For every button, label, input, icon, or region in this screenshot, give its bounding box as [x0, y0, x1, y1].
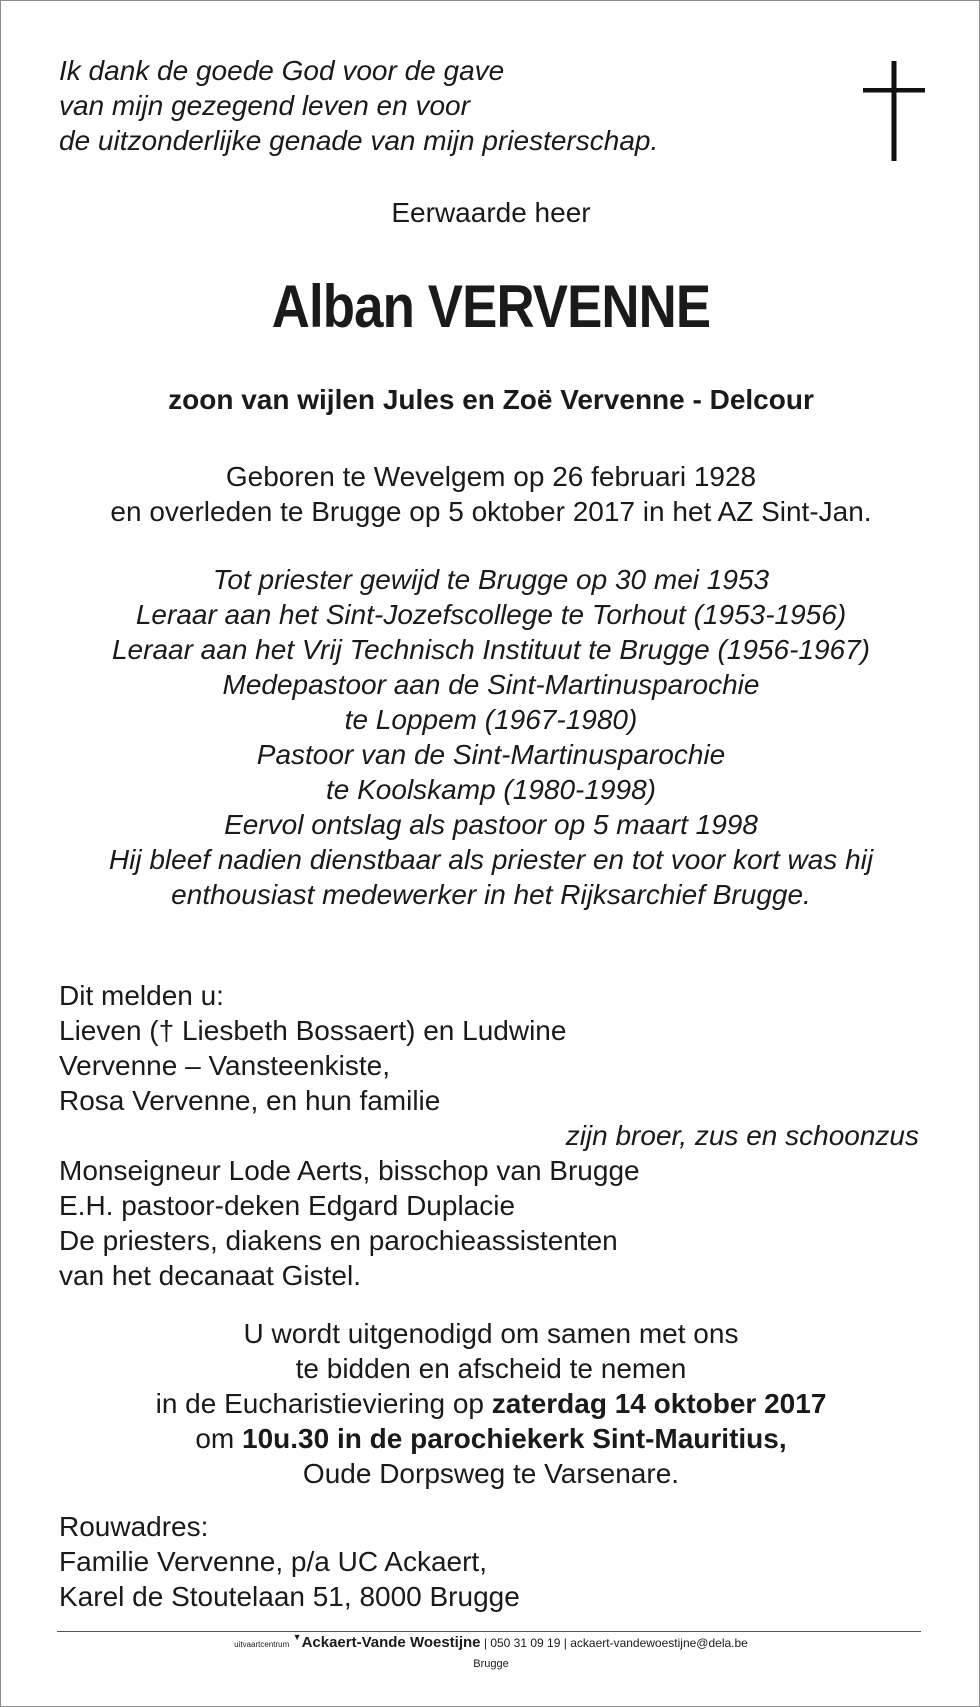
- career-line: enthousiast medewerker in het Rijksarchief Brugge.: [171, 879, 811, 910]
- birth-line: Geboren te Wevelgem op 26 februari 1928: [225, 461, 757, 492]
- footer-phone: 050 31 09 19: [490, 1636, 561, 1650]
- invitation-text: in de Eucharistieviering op: [155, 1388, 492, 1419]
- announcer-line: E.H. pastoor-deken Edgard Duplacie: [59, 1190, 516, 1221]
- quote-line: de uitzonderlijke genade van mijn priesterschap.: [59, 125, 659, 156]
- announcers: [59, 978, 919, 1293]
- footer-divider: [57, 1631, 921, 1632]
- funeral-home-footer: [1, 1633, 980, 1673]
- quote: [59, 53, 658, 158]
- quote-line: Ik dank de goede God voor de gave: [59, 55, 505, 86]
- birth-death-info: [1, 459, 980, 529]
- career-line: te Koolskamp (1980-1998): [326, 774, 656, 805]
- footer-separator: |: [563, 1636, 567, 1650]
- address-line: Familie Vervenne, p/a UC Ackaert,: [59, 1546, 487, 1577]
- address-line: Rouwadres:: [59, 1511, 209, 1542]
- family-line: Vervenne – Vansteenkiste,: [59, 1050, 391, 1081]
- footer-main-line: [1, 1633, 980, 1655]
- invitation-line: Oude Dorpsweg te Varsenare.: [302, 1458, 680, 1489]
- announcer-line: van het decanaat Gistel.: [59, 1260, 361, 1291]
- family-relation: zijn broer, zus en schoonzus: [565, 1120, 919, 1151]
- invitation-line: [1, 1421, 980, 1456]
- triangle-icon: ▼: [292, 1632, 302, 1642]
- career-line: te Loppem (1967-1980): [344, 704, 638, 735]
- invitation-line: U wordt uitgenodigd om samen met ons: [243, 1318, 739, 1349]
- career-line: Eervol ontslag als pastoor op 5 maart 1998: [224, 809, 758, 840]
- service-date: zaterdag 14 oktober 2017: [491, 1388, 827, 1419]
- death-line: en overleden te Brugge op 5 oktober 2017 in het AZ Sint-Jan.: [110, 496, 872, 527]
- career-line: Medepastoor aan de Sint-Martinusparochie: [222, 669, 760, 700]
- family-line: Rosa Vervenne, en hun familie: [59, 1085, 441, 1116]
- career-line: Leraar aan het Vrij Technisch Instituut te Brugge (1956-1967): [111, 634, 871, 665]
- family-line: Lieven († Liesbeth Bossaert) en Ludwine: [59, 1015, 567, 1046]
- career-list: [1, 562, 980, 912]
- funeral-home-name: Ackaert-Vande Woestijne: [301, 1634, 481, 1651]
- career-line: Leraar aan het Sint-Jozefscollege te Torhout (1953-1956): [135, 599, 847, 630]
- announcer-line: Monseigneur Lode Aerts, bisschop van Brugge: [59, 1155, 640, 1186]
- honorific: Eerwaarde heer: [391, 197, 591, 228]
- career-line: Tot priester gewijd te Brugge op 30 mei 1953: [212, 564, 770, 595]
- address-line: Karel de Stoutelaan 51, 8000 Brugge: [59, 1581, 520, 1612]
- announcer-line: De priesters, diakens en parochieassistenten: [59, 1225, 618, 1256]
- deceased-name: Alban VERVENNE: [271, 273, 711, 340]
- invitation-line: te bidden en afscheid te nemen: [295, 1353, 687, 1384]
- footer-separator: |: [483, 1636, 487, 1650]
- footer-email: ackaert-vandewoestijne@dela.be: [570, 1636, 748, 1650]
- announcers-intro: Dit melden u:: [59, 980, 224, 1011]
- invitation-text: om: [195, 1423, 243, 1454]
- service-time-location: 10u.30 in de parochiekerk Sint-Mauritius,: [242, 1423, 787, 1454]
- career-line: Pastoor van de Sint-Martinusparochie: [256, 739, 726, 770]
- cross-icon: [863, 61, 925, 161]
- quote-line: van mijn gezegend leven en voor: [59, 90, 470, 121]
- footer-prefix: uitvaartcentrum: [234, 1640, 290, 1649]
- invitation-line: [1, 1386, 980, 1421]
- footer-city: Brugge: [473, 1658, 509, 1670]
- career-line: Hij bleef nadien dienstbaar als priester en tot voor kort was hij: [108, 844, 874, 875]
- parents-line: zoon van wijlen Jules en Zoë Vervenne - Delcour: [168, 384, 814, 415]
- invitation: [1, 1316, 980, 1491]
- mourning-address: [59, 1509, 520, 1614]
